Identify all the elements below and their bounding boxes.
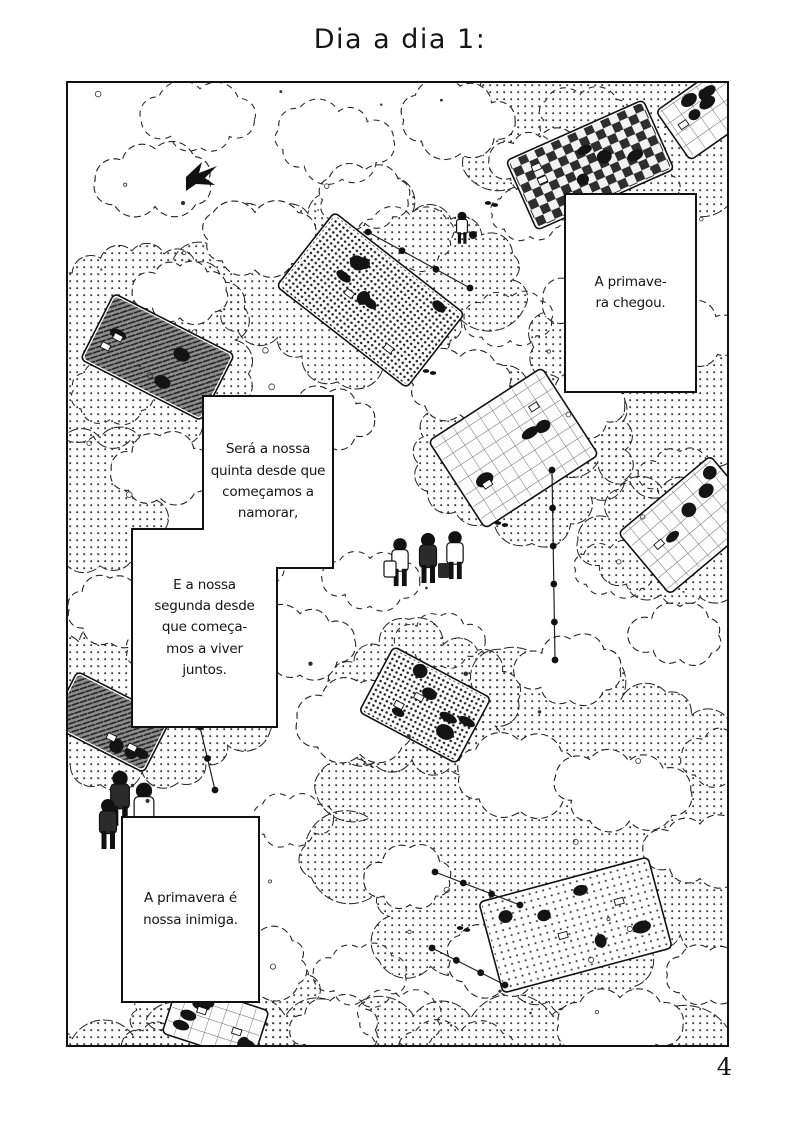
panel-frame <box>66 81 729 1047</box>
caption-line: começamos a <box>222 484 314 500</box>
caption-line: segunda desde <box>154 598 255 614</box>
caption-line: nossa inimiga. <box>143 911 238 928</box>
page-title: Dia a dia 1: <box>313 24 487 55</box>
caption-line: ra chegou. <box>595 295 666 311</box>
caption-line: Será a nossa <box>225 441 311 458</box>
caption-line: A primavera é <box>144 890 237 907</box>
caption-line: A primave- <box>594 273 667 290</box>
caption-line: juntos. <box>182 661 227 678</box>
caption-box-3 <box>132 529 277 727</box>
caption-box-4 <box>121 816 260 1003</box>
caption-box-1 <box>564 193 697 393</box>
caption-line: quinta desde que <box>210 462 326 479</box>
caption-line: que começa- <box>161 619 248 636</box>
page-number: 4 <box>716 1053 732 1081</box>
caption-line: E a nossa <box>173 576 236 593</box>
caption-line: namorar, <box>237 505 299 522</box>
caption-line: mos a viver <box>166 640 243 657</box>
